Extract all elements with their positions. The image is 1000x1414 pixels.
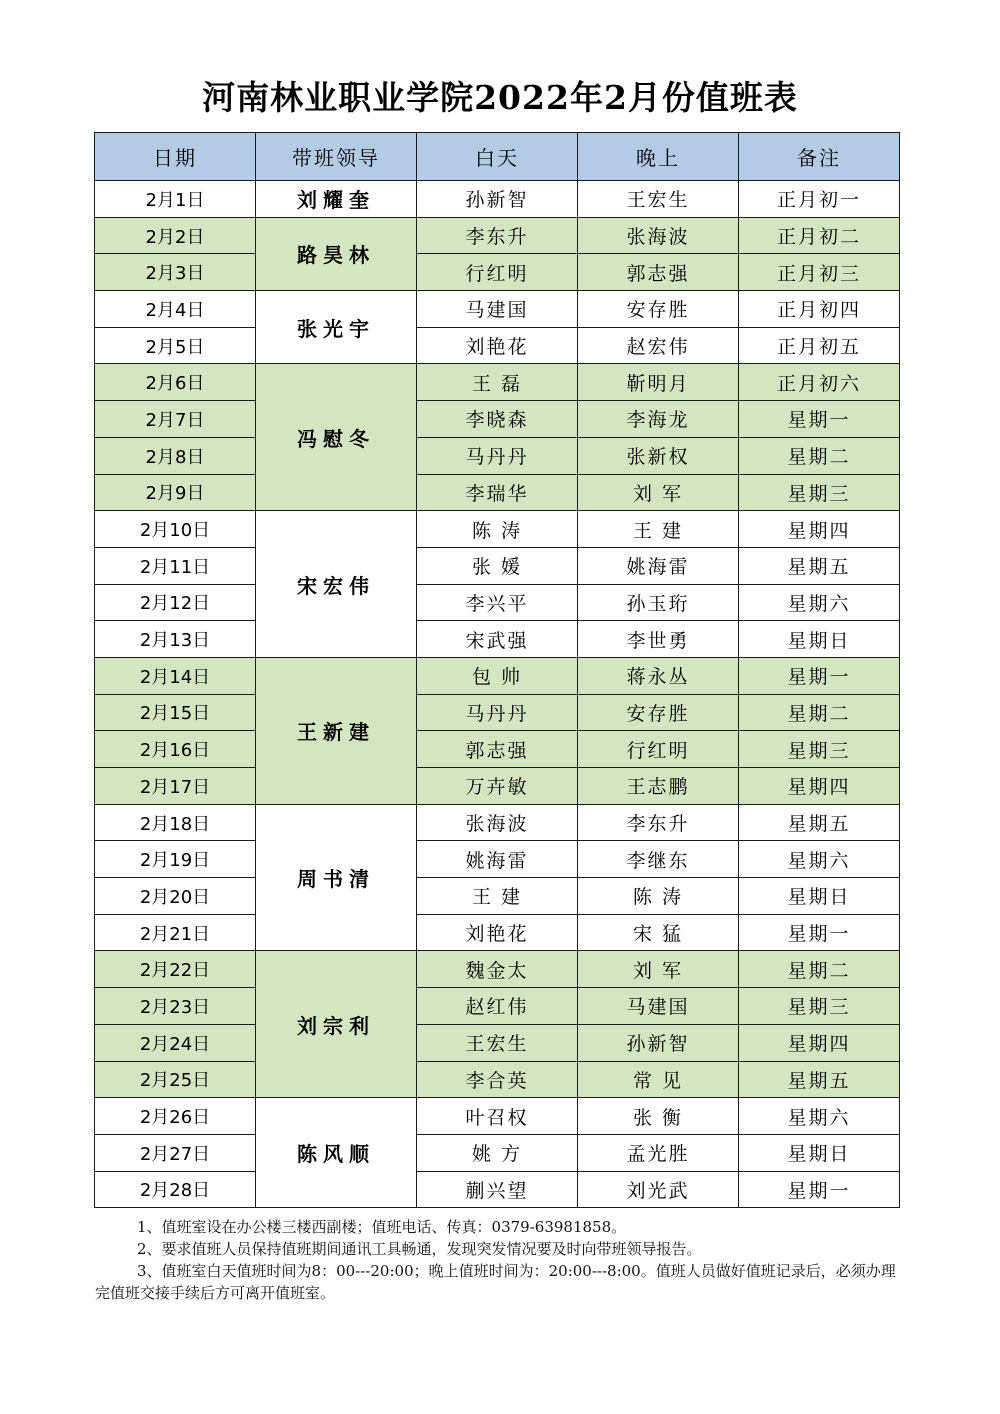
table-row [95,768,900,805]
night-duty-cell: 王志鹏 [578,768,739,805]
table-row [95,401,900,438]
table-row [95,988,900,1025]
table-row [95,547,900,584]
table-row [95,621,900,658]
date-cell: 2月28日 [95,1171,256,1208]
leader-cell: 张光宇 [256,291,417,364]
remark-cell: 星期一 [739,914,900,951]
table-row [95,694,900,731]
header-day-shift: 白天 [417,133,578,181]
date-cell: 2月6日 [95,364,256,401]
leader-cell: 周书清 [256,804,417,951]
leader-cell: 陈风顺 [256,1098,417,1208]
remark-cell: 星期五 [739,547,900,584]
date-cell: 2月17日 [95,768,256,805]
date-cell: 2月8日 [95,437,256,474]
day-duty-cell: 孙新智 [417,181,578,218]
night-duty-cell: 赵宏伟 [578,327,739,364]
note-item: 3、值班室白天值班时间为8：00---20:00；晚上值班时间为：20:00---8:00。值班人员做好值班记录后，必须办理完值班交接手续后方可离开值班室。 [95,1262,896,1302]
day-duty-cell: 魏金太 [417,951,578,988]
date-cell: 2月9日 [95,474,256,511]
remark-cell: 星期三 [739,474,900,511]
header-leader: 带班领导 [256,133,417,181]
night-duty-cell: 常 见 [578,1061,739,1098]
day-duty-cell: 王宏生 [417,1024,578,1061]
leader-cell: 路昊林 [256,217,417,290]
day-duty-cell: 张海波 [417,804,578,841]
date-cell: 2月18日 [95,804,256,841]
date-cell: 2月26日 [95,1098,256,1135]
date-cell: 2月13日 [95,621,256,658]
date-cell: 2月14日 [95,657,256,694]
note-item: 1、值班室设在办公楼三楼西副楼；值班电话、传真：0379-63981858。 [137,1218,627,1236]
table-row [95,841,900,878]
table-row [95,181,900,218]
table-header-row [95,133,900,181]
header-date: 日期 [95,133,256,181]
leader-cell: 宋宏伟 [256,511,417,658]
night-duty-cell: 靳明月 [578,364,739,401]
remark-cell: 星期一 [739,401,900,438]
remark-cell: 星期六 [739,1098,900,1135]
day-duty-cell: 王 磊 [417,364,578,401]
day-duty-cell: 叶召权 [417,1098,578,1135]
remark-cell: 星期六 [739,584,900,621]
date-cell: 2月11日 [95,547,256,584]
table-row [95,804,900,841]
table-row [95,1098,900,1135]
table-row [95,731,900,768]
remark-cell: 星期五 [739,804,900,841]
leader-cell: 刘耀奎 [256,181,417,218]
night-duty-cell: 刘光武 [578,1171,739,1208]
page-title: 河南林业职业学院2022年2月份值班表 [202,78,798,117]
notes-section [95,1216,900,1304]
remark-cell: 星期三 [739,731,900,768]
header-night-shift: 晚上 [578,133,739,181]
date-cell: 2月2日 [95,217,256,254]
table-row [95,951,900,988]
remark-cell: 星期二 [739,437,900,474]
day-duty-cell: 万卉敏 [417,768,578,805]
night-duty-cell: 陈 涛 [578,878,739,915]
remark-cell: 星期一 [739,1171,900,1208]
night-duty-cell: 王宏生 [578,181,739,218]
table-row [95,1171,900,1208]
night-duty-cell: 王 建 [578,511,739,548]
date-cell: 2月22日 [95,951,256,988]
remark-cell: 星期四 [739,511,900,548]
day-duty-cell: 张 媛 [417,547,578,584]
date-cell: 2月19日 [95,841,256,878]
date-cell: 2月1日 [95,181,256,218]
day-duty-cell: 姚海雷 [417,841,578,878]
remark-cell: 正月初四 [739,291,900,328]
table-row [95,217,900,254]
night-duty-cell: 李东升 [578,804,739,841]
day-duty-cell: 行红明 [417,254,578,291]
date-cell: 2月27日 [95,1134,256,1171]
day-duty-cell: 赵红伟 [417,988,578,1025]
note-item: 2、要求值班人员保持值班期间通讯工具畅通，发现突发情况要及时向带班领导报告。 [137,1240,702,1258]
date-cell: 2月4日 [95,291,256,328]
table-row [95,657,900,694]
day-duty-cell: 李合英 [417,1061,578,1098]
night-duty-cell: 安存胜 [578,291,739,328]
day-duty-cell: 宋武强 [417,621,578,658]
table-row [95,1061,900,1098]
remark-cell: 星期二 [739,694,900,731]
date-cell: 2月12日 [95,584,256,621]
date-cell: 2月25日 [95,1061,256,1098]
table-row [95,254,900,291]
remark-cell: 星期四 [739,768,900,805]
day-duty-cell: 郭志强 [417,731,578,768]
table-row [95,291,900,328]
date-cell: 2月7日 [95,401,256,438]
night-duty-cell: 李世勇 [578,621,739,658]
table-row [95,878,900,915]
remark-cell: 星期四 [739,1024,900,1061]
table-row [95,1134,900,1171]
night-duty-cell: 行红明 [578,731,739,768]
night-duty-cell: 宋 猛 [578,914,739,951]
night-duty-cell: 刘 军 [578,951,739,988]
day-duty-cell: 姚 方 [417,1134,578,1171]
table-row [95,511,900,548]
table-row [95,474,900,511]
remark-cell: 正月初五 [739,327,900,364]
night-duty-cell: 孟光胜 [578,1134,739,1171]
remark-cell: 正月初二 [739,217,900,254]
night-duty-cell: 姚海雷 [578,547,739,584]
day-duty-cell: 刘艳花 [417,914,578,951]
night-duty-cell: 蒋永丛 [578,657,739,694]
night-duty-cell: 郭志强 [578,254,739,291]
table-row [95,1024,900,1061]
day-duty-cell: 李晓森 [417,401,578,438]
date-cell: 2月23日 [95,988,256,1025]
day-duty-cell: 刘艳花 [417,327,578,364]
day-duty-cell: 包 帅 [417,657,578,694]
table-row [95,584,900,621]
header-remarks: 备注 [739,133,900,181]
remark-cell: 星期五 [739,1061,900,1098]
table-row [95,437,900,474]
table-row [95,364,900,401]
night-duty-cell: 张 衡 [578,1098,739,1135]
day-duty-cell: 王 建 [417,878,578,915]
night-duty-cell: 张新权 [578,437,739,474]
day-duty-cell: 马丹丹 [417,437,578,474]
duty-roster-table [94,132,900,1208]
night-duty-cell: 李海龙 [578,401,739,438]
remark-cell: 正月初六 [739,364,900,401]
remark-cell: 星期日 [739,621,900,658]
day-duty-cell: 李兴平 [417,584,578,621]
date-cell: 2月24日 [95,1024,256,1061]
remark-cell: 正月初一 [739,181,900,218]
date-cell: 2月3日 [95,254,256,291]
night-duty-cell: 孙玉珩 [578,584,739,621]
table-row [95,914,900,951]
remark-cell: 星期二 [739,951,900,988]
day-duty-cell: 李东升 [417,217,578,254]
night-duty-cell: 孙新智 [578,1024,739,1061]
night-duty-cell: 李继东 [578,841,739,878]
date-cell: 2月10日 [95,511,256,548]
leader-cell: 冯慰冬 [256,364,417,511]
night-duty-cell: 马建国 [578,988,739,1025]
remark-cell: 星期日 [739,1134,900,1171]
night-duty-cell: 安存胜 [578,694,739,731]
remark-cell: 星期一 [739,657,900,694]
date-cell: 2月5日 [95,327,256,364]
date-cell: 2月15日 [95,694,256,731]
table-body [95,181,900,1208]
leader-cell: 刘宗利 [256,951,417,1098]
day-duty-cell: 马丹丹 [417,694,578,731]
night-duty-cell: 张海波 [578,217,739,254]
night-duty-cell: 刘 军 [578,474,739,511]
remark-cell: 星期三 [739,988,900,1025]
remark-cell: 星期六 [739,841,900,878]
date-cell: 2月16日 [95,731,256,768]
remark-cell: 正月初三 [739,254,900,291]
remark-cell: 星期日 [739,878,900,915]
date-cell: 2月21日 [95,914,256,951]
leader-cell: 王新建 [256,657,417,804]
date-cell: 2月20日 [95,878,256,915]
day-duty-cell: 马建国 [417,291,578,328]
day-duty-cell: 蒯兴望 [417,1171,578,1208]
day-duty-cell: 陈 涛 [417,511,578,548]
table-row [95,327,900,364]
day-duty-cell: 李瑞华 [417,474,578,511]
